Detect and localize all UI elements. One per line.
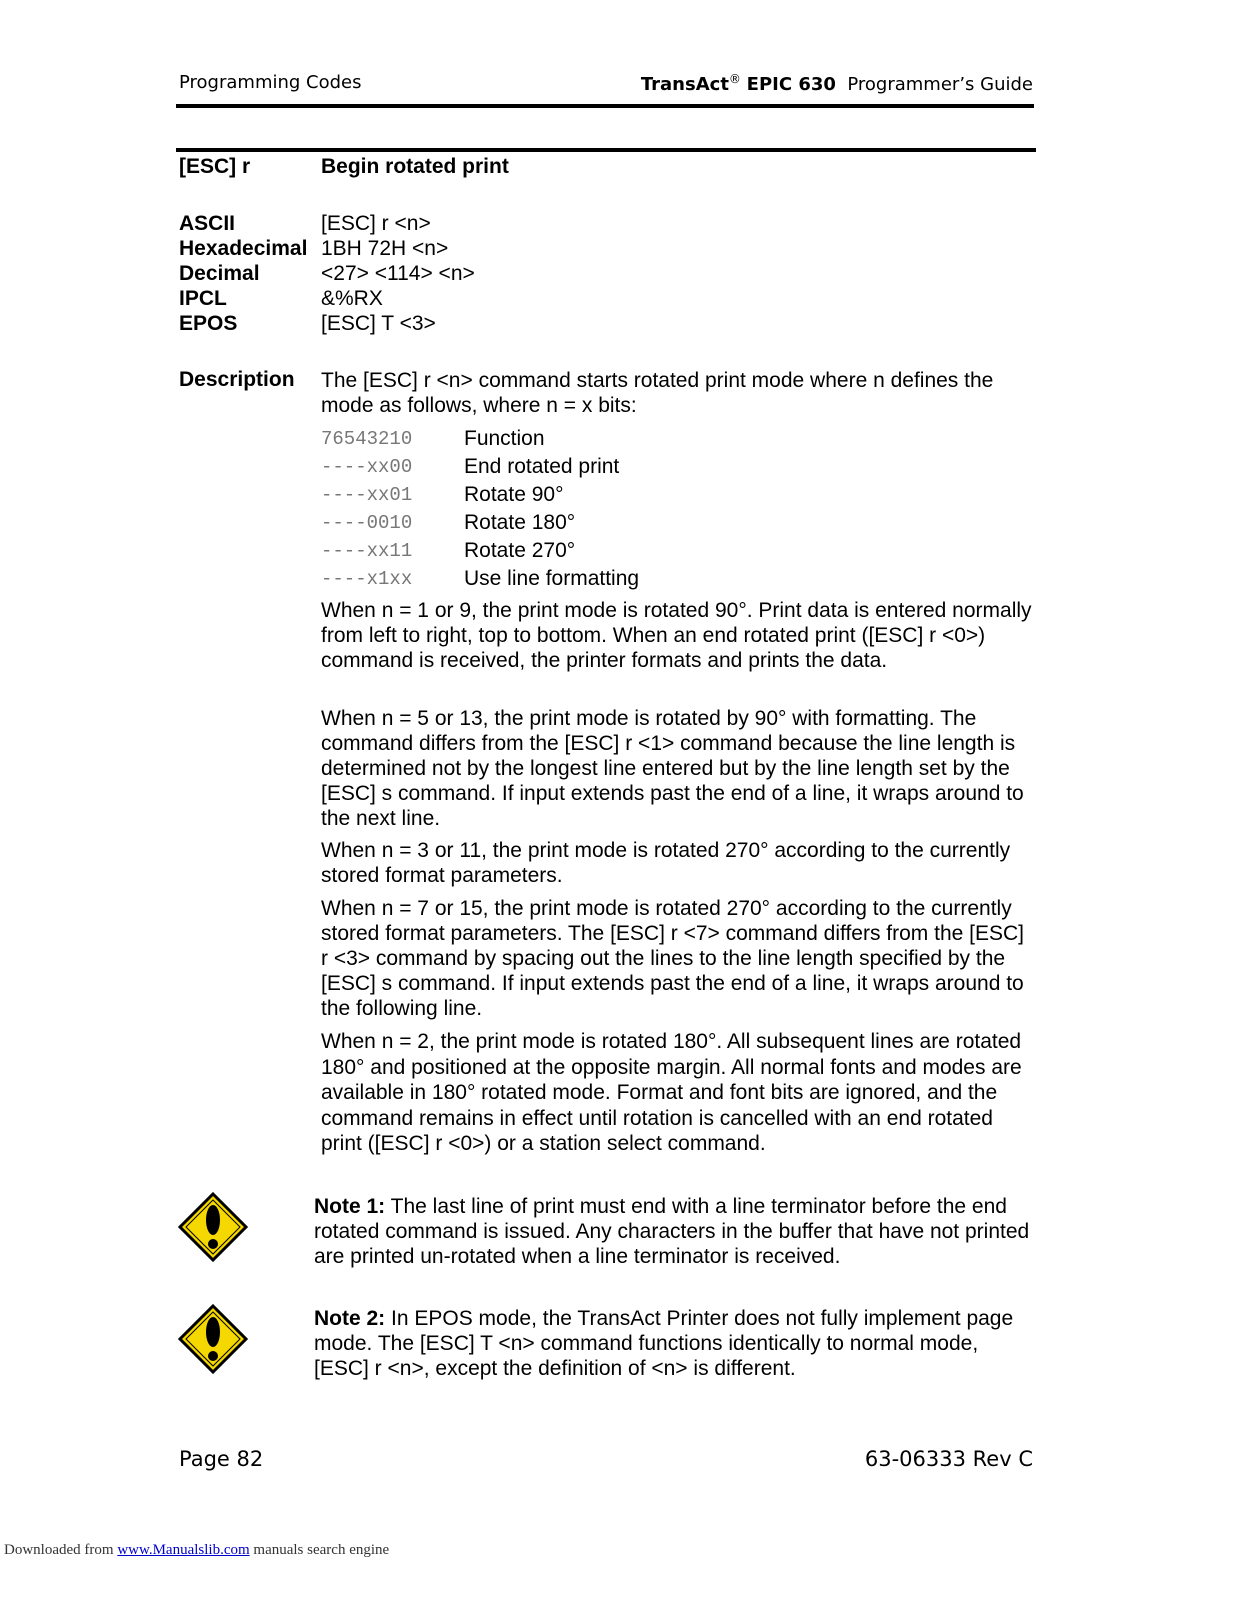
syntax-value-ipcl: &%RX xyxy=(321,287,383,310)
download-prefix: Downloaded from xyxy=(4,1542,118,1558)
description-paragraph: When n = 7 or 15, the print mode is rotated 270° according to the currently stored format parameters. The [ESC] r <7> command differs from the [ESC] r <3> command by spacing out the lines to the line length specified by the [ESC] s command. If input extends past the end of a line, it wraps around to the following line. xyxy=(321,897,1025,1020)
header-guide: Programmer’s Guide xyxy=(847,74,1033,95)
warning-icon xyxy=(178,1304,248,1374)
syntax-value-ascii: [ESC] r <n> xyxy=(321,212,431,235)
bit-table-row xyxy=(321,481,639,509)
syntax-value-epos: [ESC] T <3> xyxy=(321,312,436,335)
syntax-value-hex: 1BH 72H <n> xyxy=(321,237,449,260)
bit-pattern: ----xx00 xyxy=(321,456,413,478)
command-title: Begin rotated print xyxy=(321,155,509,178)
bit-function: Rotate 270° xyxy=(464,539,576,562)
bit-table-row xyxy=(321,453,639,481)
description-paragraph: When n = 3 or 11, the print mode is rotated 270° according to the currently stored format parameters. xyxy=(321,839,1011,887)
description-paragraph: When n = 2, the print mode is rotated 180°. All subsequent lines are rotated 180° and positioned at the opposite margin. All normal fonts and modes are available in 180° rotated mode. Format and font bits are ignored, and the command remains in effect until rotation is cancelled with an end rotated print ([ESC] r <0>) or a station select command. xyxy=(321,1030,1022,1156)
header-section: Programming Codes xyxy=(179,72,362,93)
page-number: Page 82 xyxy=(179,1447,264,1471)
command-code: [ESC] r xyxy=(179,155,251,178)
syntax-label-decimal: Decimal xyxy=(179,262,260,285)
note-text: The last line of print must end with a line terminator before the end rotated command is issued. Any characters in the buffer that have not printed are printed un-rotated when a line terminator is received. xyxy=(314,1195,1030,1268)
header-rule xyxy=(176,104,1034,108)
description-paragraph: When n = 1 or 9, the print mode is rotated 90°. Print data is entered normally from left to right, top to bottom. When an end rotated print ([ESC] r <0>) command is received, the printer formats and prints the data. xyxy=(321,599,1032,672)
note-label: Note 2: xyxy=(314,1307,386,1330)
bit-function: Function xyxy=(464,427,545,450)
note-2 xyxy=(314,1306,1036,1381)
bit-pattern: ----xx11 xyxy=(321,540,413,562)
warning-icon xyxy=(178,1192,248,1262)
bit-table-row xyxy=(321,565,639,593)
note-1 xyxy=(314,1194,1036,1269)
bit-table-header xyxy=(321,425,639,453)
bit-function: Rotate 180° xyxy=(464,511,576,534)
bit-pattern: ----0010 xyxy=(321,512,413,534)
description-paragraph: When n = 5 or 13, the print mode is rotated by 90° with formatting. The command differs from the [ESC] r <1> command because the line length is determined not by the longest line entered but by the line length set by the [ESC] s command. If input extends past the end of a line, it wraps around to the next line. xyxy=(321,707,1024,830)
bit-function: End rotated print xyxy=(464,455,620,478)
download-notice xyxy=(4,1542,389,1559)
document-number: 63-06333 Rev C xyxy=(864,1447,1033,1471)
description-intro: The [ESC] r <n> command starts rotated print mode where n defines the mode as follows, where n = x bits: xyxy=(321,369,994,417)
registered-mark: ® xyxy=(728,72,741,86)
syntax-label-hex: Hexadecimal xyxy=(179,237,308,260)
header-model: EPIC 630 xyxy=(746,74,836,95)
bit-function: Use line formatting xyxy=(464,567,640,590)
manualslib-link[interactable]: www.Manualslib.com xyxy=(117,1542,250,1558)
bit-function: Rotate 90° xyxy=(464,483,564,506)
command-rule xyxy=(176,148,1036,152)
download-suffix: manuals search engine xyxy=(249,1542,390,1558)
bit-pattern: ----x1xx xyxy=(321,568,413,590)
description-label: Description xyxy=(179,368,295,391)
bit-pattern: 76543210 xyxy=(321,428,413,450)
syntax-label-ascii: ASCII xyxy=(179,212,236,235)
syntax-label-epos: EPOS xyxy=(179,312,238,335)
syntax-value-decimal: <27> <114> <n> xyxy=(321,262,475,285)
note-label: Note 1: xyxy=(314,1195,386,1218)
bit-table-row xyxy=(321,509,639,537)
header-title xyxy=(641,72,1033,95)
note-text: In EPOS mode, the TransAct Printer does not fully implement page mode. The [ESC] T <n> command functions identically to normal mode, [ESC] r <n>, except the definition of <n> is different. xyxy=(314,1307,1014,1380)
bit-table xyxy=(321,425,639,593)
header-brand: TransAct xyxy=(640,74,729,95)
bit-table-row xyxy=(321,537,639,565)
syntax-label-ipcl: IPCL xyxy=(179,287,227,310)
bit-pattern: ----xx01 xyxy=(321,484,413,506)
